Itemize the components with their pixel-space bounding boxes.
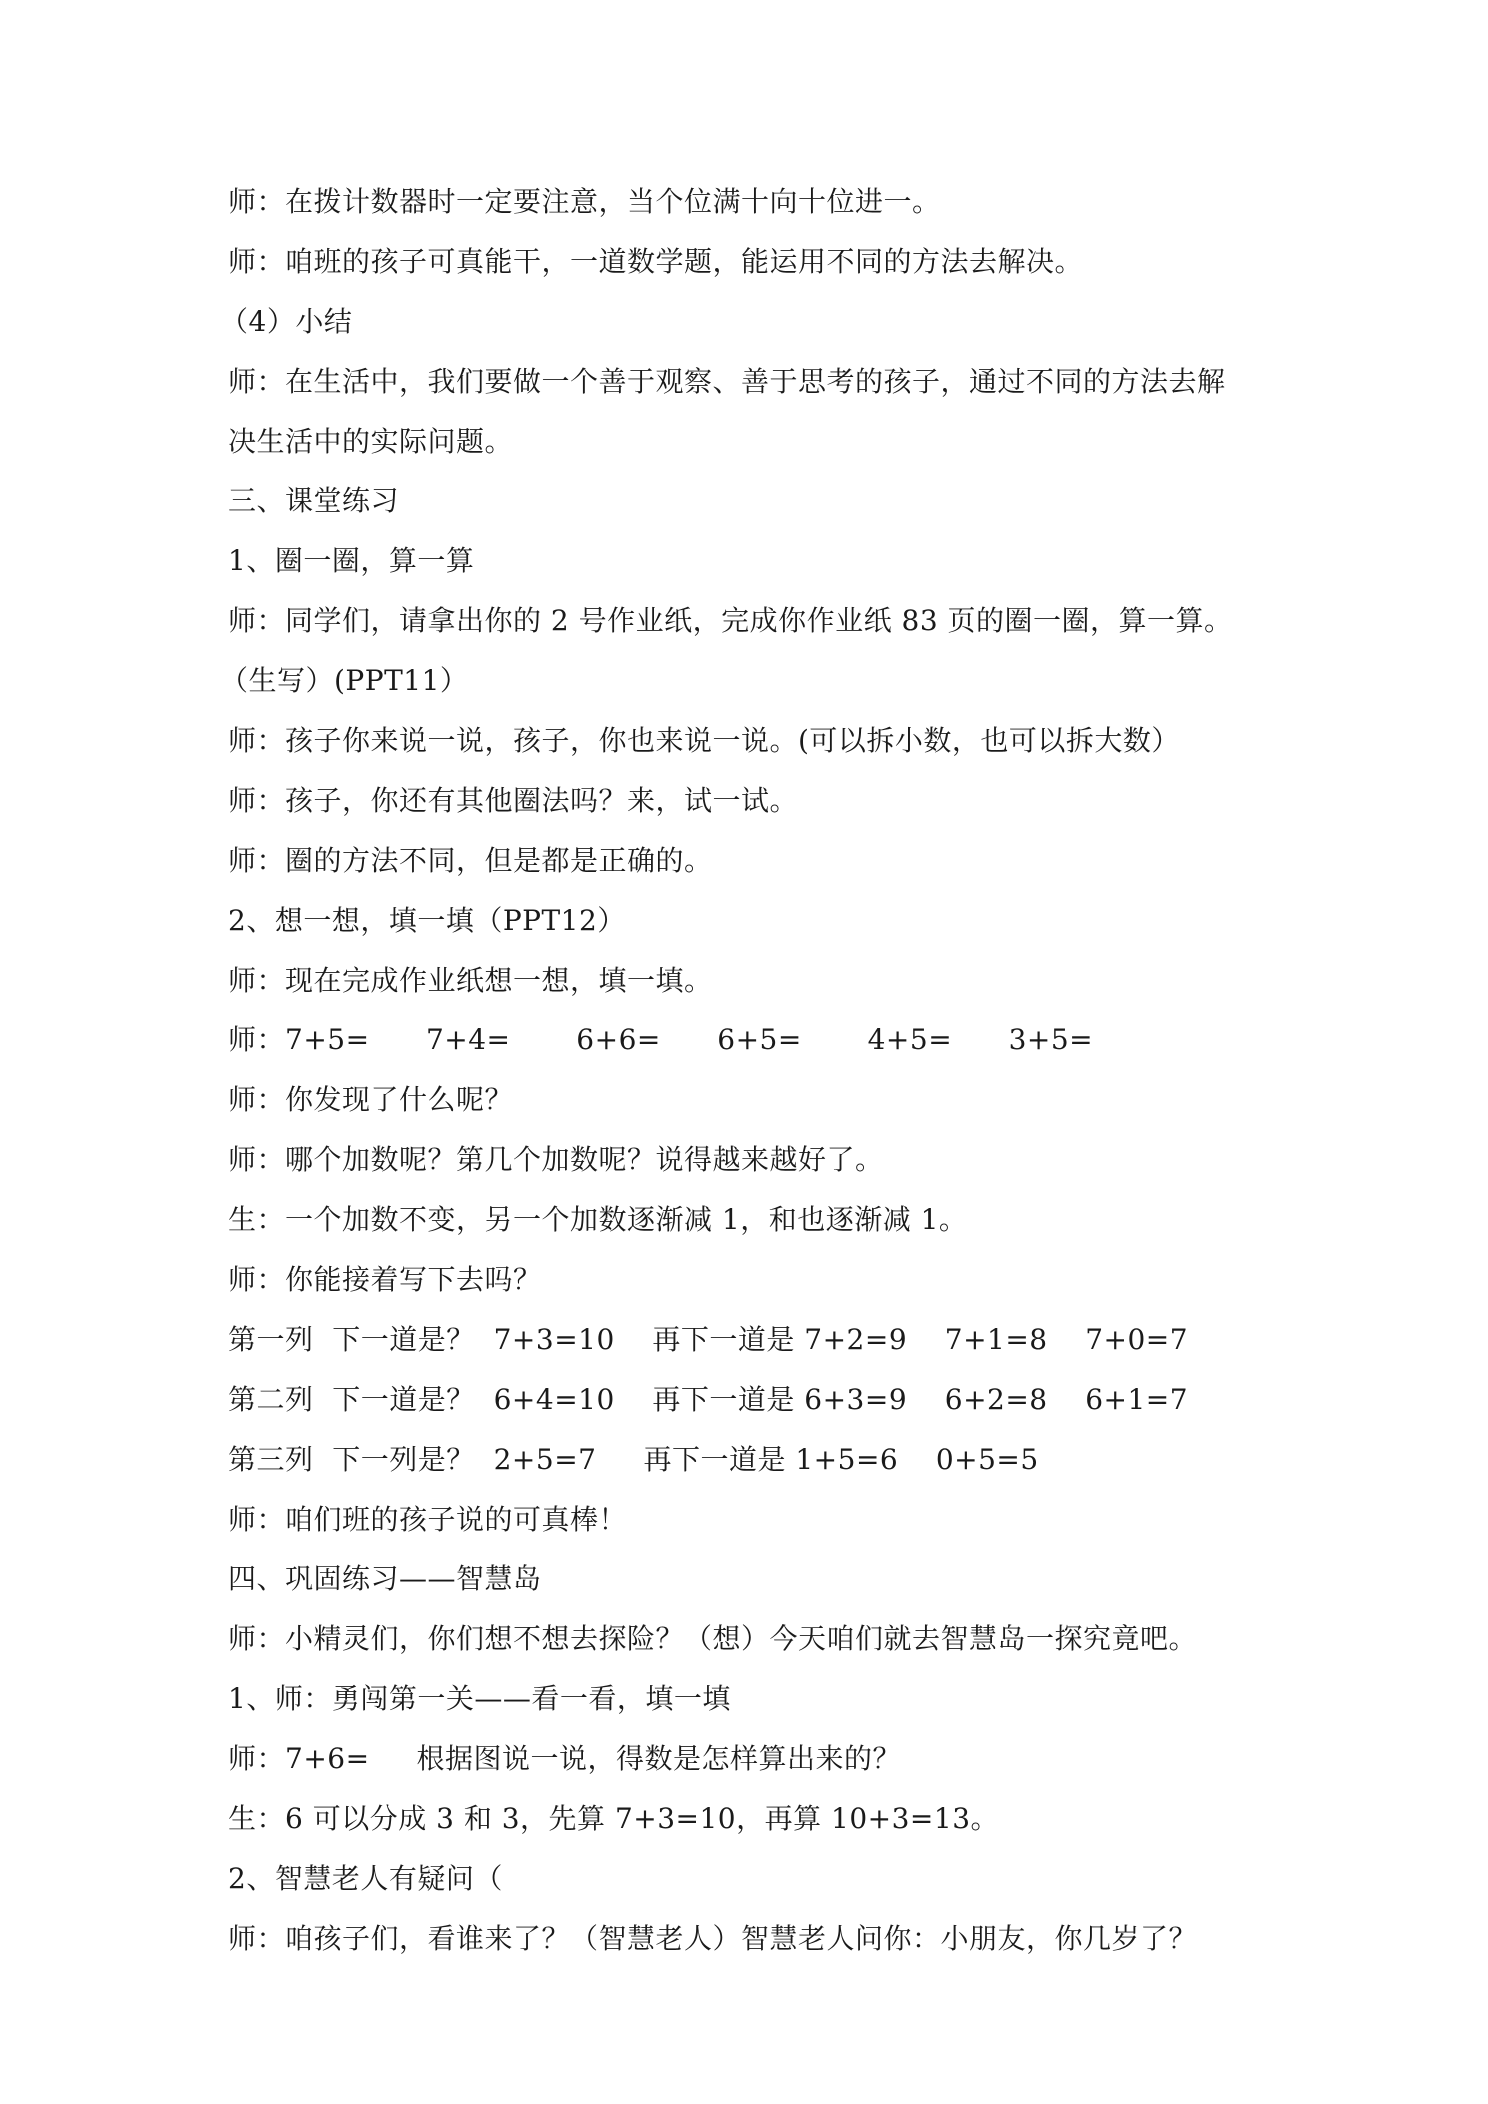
- section-heading: （4）小结: [220, 304, 353, 338]
- text-line: 生：一个加数不变，另一个加数逐渐减 1，和也逐渐减 1。: [228, 1203, 968, 1237]
- text-line: 第二列 下一道是？ 6+4=10 再下一道是 6+3=9 6+2=8 6+1=7: [228, 1382, 1189, 1416]
- text-line: 师：小精灵们，你们想不想去探险？（想）今天咱们就去智慧岛一探究竟吧。: [228, 1622, 1198, 1656]
- text-line: 师：哪个加数呢？第几个加数呢？说得越来越好了。: [228, 1143, 884, 1177]
- text-line: 师：现在完成作业纸想一想，填一填。: [228, 963, 713, 997]
- text-line: 师：同学们，请拿出你的 2 号作业纸，完成你作业纸 83 页的圈一圈，算一算。: [228, 604, 1233, 638]
- section-heading: 四、巩固练习——智慧岛: [228, 1562, 542, 1596]
- text-line: 师：7+5= 7+4= 6+6= 6+5= 4+5= 3+5=: [228, 1023, 1094, 1057]
- text-line: 师：咱们班的孩子说的可真棒！: [228, 1502, 628, 1536]
- text-line: 师：你发现了什么呢？: [228, 1083, 514, 1117]
- document-body: [220, 178, 1288, 1975]
- subsection-heading: 1、圈一圈，算一算: [228, 544, 475, 578]
- text-line: 第三列 下一列是？ 2+5=7 再下一道是 1+5=6 0+5=5: [228, 1442, 1039, 1476]
- text-line: （生写）(PPT11）: [220, 664, 469, 698]
- text-line: 第一列 下一道是？ 7+3=10 再下一道是 7+2=9 7+1=8 7+0=7: [228, 1322, 1189, 1356]
- section-heading: 三、课堂练习: [228, 484, 400, 518]
- text-line: 决生活中的实际问题。: [228, 424, 514, 458]
- text-line: 师：咱班的孩子可真能干，一道数学题，能运用不同的方法去解决。: [228, 244, 1084, 278]
- text-line: 师：你能接着写下去吗？: [228, 1263, 542, 1297]
- subsection-heading: 1、师：勇闯第一关——看一看，填一填: [228, 1682, 731, 1716]
- text-line: 师：在拨计数器时一定要注意，当个位满十向十位进一。: [228, 185, 941, 218]
- text-line: 师：咱孩子们，看谁来了？（智慧老人）智慧老人问你：小朋友，你几岁了？: [228, 1921, 1198, 1955]
- subsection-heading: 2、智慧老人有疑问（: [228, 1861, 503, 1895]
- text-line: 师：7+6= 根据图说一说，得数是怎样算出来的？: [228, 1742, 902, 1776]
- text-line: 师：孩子你来说一说，孩子，你也来说一说。(可以拆小数，也可以拆大数）: [228, 724, 1180, 758]
- text-line: 师：圈的方法不同，但是都是正确的。: [228, 843, 713, 877]
- text-line: 师：在生活中，我们要做一个善于观察、善于思考的孩子，通过不同的方法去解: [228, 364, 1226, 398]
- subsection-heading: 2、想一想，填一填（PPT12）: [228, 903, 626, 937]
- text-line: 生：6 可以分成 3 和 3，先算 7+3=10，再算 10+3=13。: [228, 1802, 1000, 1836]
- text-line: 师：孩子，你还有其他圈法吗？来，试一试。: [228, 783, 799, 817]
